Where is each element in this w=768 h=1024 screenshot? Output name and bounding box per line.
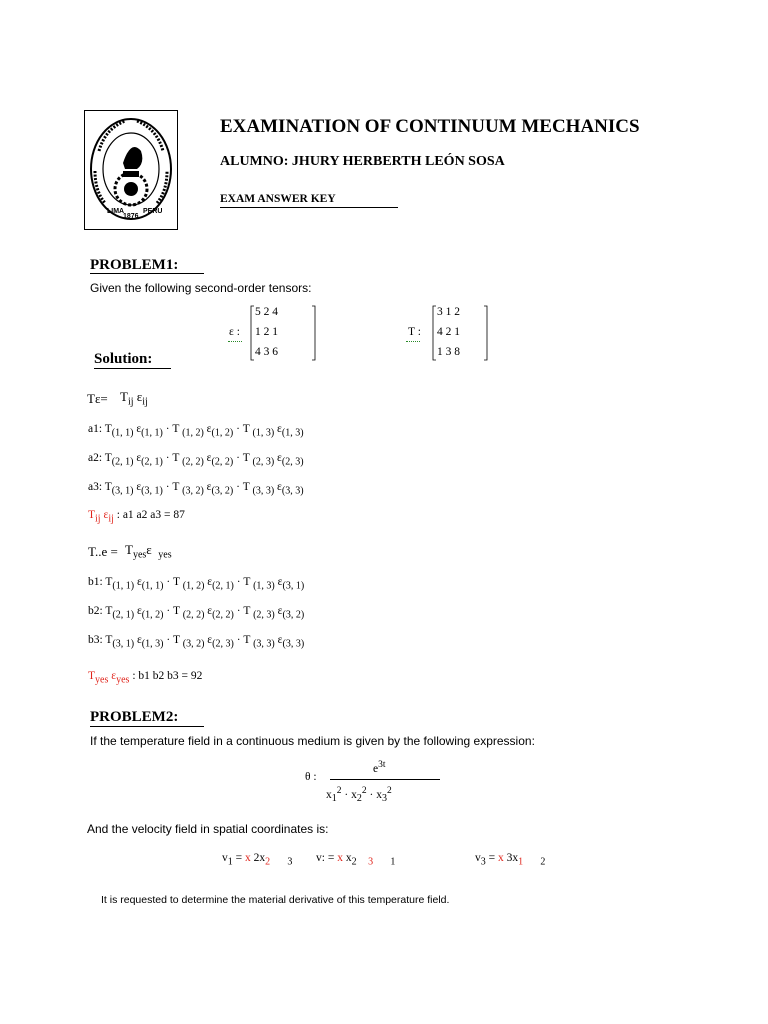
te2-lhs: T..e =: [88, 544, 118, 559]
university-seal-logo: [84, 110, 178, 230]
b2-line: b2: $T_{(2, 1)}$ $\varepsilon_{(1, 2)} \cdot T$ $_{(2, 2)}$ $\varepsilon_{(2, 2)} \cdot T$ $_{(2, 3)}$ $\varepsilon_{(3, 2)}$: [88, 605, 305, 621]
T-matrix-brackets: [432, 304, 492, 362]
T-row-1: 3 1 2: [437, 306, 460, 318]
T-row-2: 4 2 1: [437, 326, 460, 338]
te-rhs-T: $T_{ij}$ $\varepsilon_{ij}$: [120, 389, 148, 408]
te-lhs: Tε=: [87, 391, 108, 406]
T-row-3: 1 3 8: [437, 346, 460, 358]
request-statement: It is requested to determine the material derivative of this temperature field.: [101, 894, 450, 906]
solution-heading: Solution:: [94, 351, 153, 367]
problem1-underline: [90, 273, 204, 274]
te2-rhs: $T_{yes}\varepsilon$ $_{yes}$: [125, 542, 172, 561]
b3-line: b3: $T_{(3, 1)}$ $\varepsilon_{(1, 3)} \cdot T$ $_{(3, 2)}$ $\varepsilon_{(2, 3)} \cdot T$ $_{(3, 3)}$ $\varepsilon_{(3, 3)}$: [88, 634, 305, 650]
T-spellcheck-mark: [406, 338, 420, 342]
v2-equation: v: = x $x_2$ $_3$ $_1$: [316, 852, 396, 868]
logo-year-text: 1876: [123, 213, 139, 220]
v3-equation: $v_3 = x$ $3x_1$ $_2$: [475, 852, 546, 868]
a1-line: a1: $T_{(1, 1)}$ $\varepsilon_{(1, 1)} \cdot T$ $_{(1, 2)}$ $\varepsilon_{(1, 2)} \cdot T$ $_{(1, 3)}$ $\varepsilon_{(1, 3)}$: [88, 423, 304, 439]
problem1-heading: PROBLEM1:: [90, 257, 179, 273]
problem2-heading: PROBLEM2:: [90, 709, 179, 725]
answer-key-label: EXAM ANSWER KEY: [220, 193, 336, 205]
solution-underline: [94, 368, 171, 369]
theta-denominator: $x_1^2 \cdot x_2^2 \cdot x_3^2$: [326, 786, 392, 805]
problem2-underline: [90, 726, 204, 727]
epsilon-label: ε :: [229, 326, 240, 338]
problem2-statement: If the temperature field in a continuous medium is given by the following expression:: [90, 734, 535, 748]
fraction-bar: [330, 779, 440, 780]
eps-matrix-brackets: [250, 304, 320, 362]
velocity-statement: And the velocity field in spatial coordinates is:: [87, 822, 329, 836]
a-result-line: $T_{ij}$ $\varepsilon_{ij}$ : a1 a2 a3 = 87: [88, 509, 185, 525]
eps-row-2: 1 2 1: [255, 326, 278, 338]
a3-line: a3: $T_{(3, 1)}$ $\varepsilon_{(3, 1)} \cdot T$ $_{(3, 2)}$ $\varepsilon_{(3, 2)} \cdot T$ $_{(3, 3)}$ $\varepsilon_{(3, 3)}$: [88, 481, 304, 497]
eps-row-3: 4 3 6: [255, 346, 278, 358]
b-result-line: $T_{yes}$ $\varepsilon_{yes}$ : b1 b2 b3 = 92: [88, 670, 203, 686]
logo-peru-text: PERU: [143, 208, 163, 215]
exam-title: EXAMINATION OF CONTINUUM MECHANICS: [220, 116, 640, 137]
logo-lima-text: LIMA: [107, 208, 125, 215]
problem1-statement: Given the following second-order tensors:: [90, 281, 312, 295]
student-name: ALUMNO: JHURY HERBERTH LEÓN SOSA: [220, 154, 505, 169]
theta-label: θ :: [305, 771, 317, 783]
epsilon-spellcheck-mark: [228, 338, 242, 342]
T-label: T :: [408, 326, 421, 338]
theta-numerator: $e^{3t}$: [373, 760, 386, 775]
eps-row-1: 5 2 4: [255, 306, 278, 318]
b1-line: b1: $T_{(1, 1)}$ $\varepsilon_{(1, 1)} \cdot T$ $_{(1, 2)}$ $\varepsilon_{(2, 1)} \cdot T$ $_{(1, 3)}$ $\varepsilon_{(3, 1)}$: [88, 576, 305, 592]
answer-key-underline: [220, 207, 398, 208]
a2-line: a2: $T_{(2, 1)}$ $\varepsilon_{(2, 1)} \cdot T$ $_{(2, 2)}$ $\varepsilon_{(2, 2)} \cdot T$ $_{(2, 3)}$ $\varepsilon_{(2, 3)}$: [88, 452, 304, 468]
v1-equation: $v_1 = x$ $2x_2$ $_3$: [222, 852, 293, 868]
